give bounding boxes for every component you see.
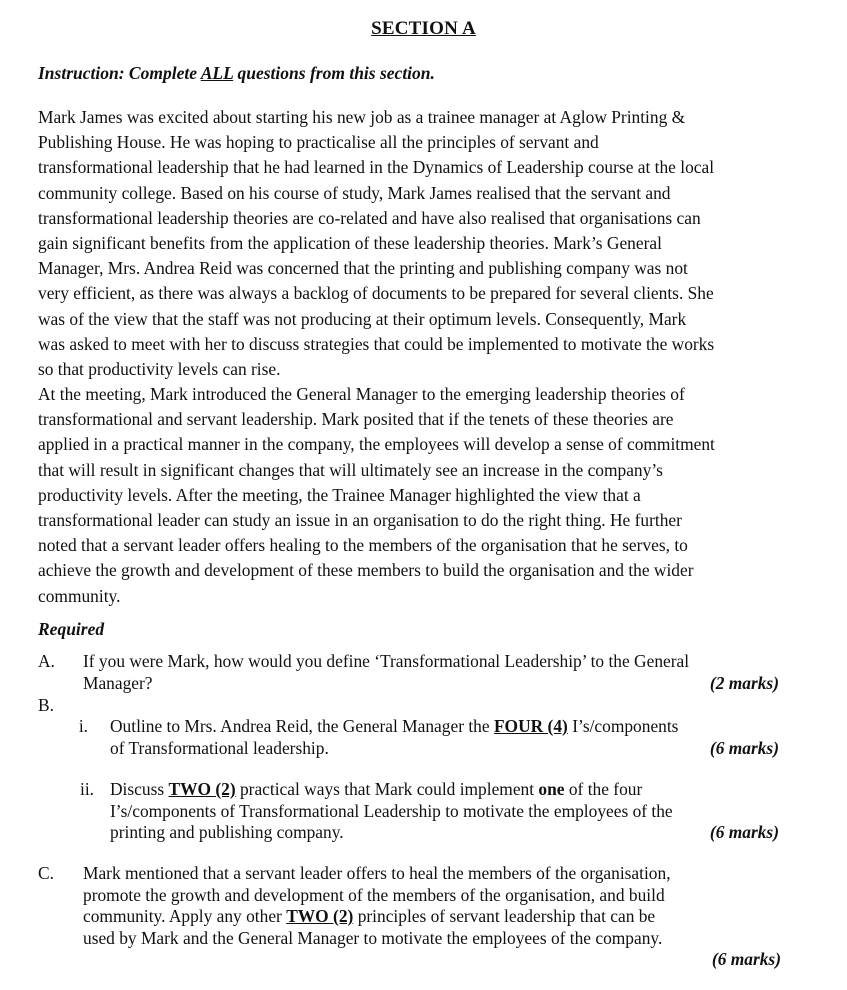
question-b-i-line1-pre: Outline to Mrs. Andrea Reid, the General Manager the xyxy=(110,716,494,736)
question-c-marks-line xyxy=(83,949,781,971)
question-a-line1: If you were Mark, how would you define ‘Transformational Leadership’ to the General xyxy=(83,651,690,671)
question-b-i xyxy=(110,716,779,759)
question-b-i-numeral: i. xyxy=(78,716,88,736)
question-b-ii-line3-text: printing and publishing company. xyxy=(110,822,344,842)
question-b-ii-emphasis: TWO (2) xyxy=(168,779,236,799)
passage-line: transformational leader can study an issue in an organisation to do the right thing. He further xyxy=(38,510,682,530)
passage-line: At the meeting, Mark introduced the General Manager to the emerging leadership theories of xyxy=(38,384,685,405)
question-b-ii-line1 xyxy=(110,779,779,801)
passage-line: transformational and servant leadership. Mark posited that if the tenets of these theories are xyxy=(38,409,674,430)
question-b-ii-line1-mid: practical ways that Mark could implement xyxy=(235,779,539,799)
question-b-letter: B. xyxy=(38,695,54,715)
question-b-i-line2-text: of Transformational leadership. xyxy=(110,737,329,758)
question-a xyxy=(83,651,779,694)
question-c-letter: C. xyxy=(38,863,54,883)
passage-line: gain significant benefits from the application of these leadership theories. Mark’s General xyxy=(38,232,662,253)
required-heading: Required xyxy=(38,619,105,639)
passage-line: was asked to meet with her to discuss strategies that could be implemented to motivate the works xyxy=(38,333,715,354)
instruction-suffix: questions from this section. xyxy=(233,63,435,83)
question-a-marks: (2 marks) xyxy=(709,672,779,693)
question-a-line2-text: Manager? xyxy=(83,672,153,693)
question-b-i-marks: (6 marks) xyxy=(709,737,779,758)
passage-line: so that productivity levels can rise. xyxy=(38,358,281,379)
passage-line: achieve the growth and development of these members to build the organisation and the wider xyxy=(38,560,694,581)
question-b-ii-bold-one: one xyxy=(538,779,565,799)
question-c xyxy=(83,863,781,971)
instruction xyxy=(38,63,435,84)
question-c-line3-post: principles of servant leadership that can be xyxy=(353,906,656,926)
passage-line: transformational leadership theories are co-related and have also realised that organisations can xyxy=(38,207,701,228)
question-c-emphasis: TWO (2) xyxy=(286,906,354,926)
section-title: SECTION A xyxy=(371,18,476,39)
question-b-ii-line1-post: of the four xyxy=(564,779,643,799)
passage-line: Mark James was excited about starting his new job as a trainee manager at Aglow Printing & xyxy=(38,107,686,127)
passage-line: very efficient, as there was always a backlog of documents to be prepared for several clients. She xyxy=(38,283,714,304)
question-c-marks: (6 marks) xyxy=(711,949,781,969)
passage-line: transformational leadership that he had learned in the Dynamics of Leadership course at the local xyxy=(38,157,715,178)
question-c-line2: promote the growth and development of the members of the organisation, and build xyxy=(83,884,665,905)
case-passage xyxy=(38,105,798,609)
instruction-prefix: Instruction: Complete xyxy=(38,63,201,83)
question-b-i-line2 xyxy=(110,738,779,760)
question-b-ii-line3 xyxy=(110,822,779,844)
passage-line: community college. Based on his course of study, Mark James realised that the servant and xyxy=(38,182,671,203)
passage-line: was of the view that the staff was not producing at their optimum levels. Consequently, Mark xyxy=(38,308,687,329)
question-b-ii-line1-pre: Discuss xyxy=(110,779,169,799)
question-c-line3 xyxy=(83,906,781,928)
question-c-line3-pre: community. Apply any other xyxy=(83,906,287,926)
passage-line: applied in a practical manner in the company, the employees will develop a sense of commitment xyxy=(38,434,715,455)
passage-line: community. xyxy=(38,585,121,606)
question-b-ii-line2: I’s/components of Transformational Leadership to motivate the employees of the xyxy=(110,800,673,821)
question-c-line1: Mark mentioned that a servant leader offers to heal the members of the organisation, xyxy=(83,863,671,883)
question-b-ii xyxy=(110,779,779,844)
question-b-ii-numeral: ii. xyxy=(79,779,94,799)
instruction-emphasis: ALL xyxy=(200,63,234,83)
passage-line: noted that a servant leader offers healing to the members of the organisation that he serves, to xyxy=(38,535,688,556)
passage-line: Publishing House. He was hoping to practicalise all the principles of servant and xyxy=(38,132,599,153)
question-a-line2 xyxy=(83,673,779,695)
question-b-i-line1-post: I’s/components xyxy=(567,716,679,736)
question-b-i-emphasis: FOUR (4) xyxy=(493,716,568,736)
question-a-letter: A. xyxy=(38,651,55,671)
passage-line: productivity levels. After the meeting, the Trainee Manager highlighted the view that a xyxy=(38,484,641,505)
passage-line: that will result in significant changes that will ultimately see an increase in the company’s xyxy=(38,459,663,480)
question-b-i-line1 xyxy=(110,716,779,738)
question-c-line4: used by Mark and the General Manager to motivate the employees of the company. xyxy=(83,927,663,948)
question-b-ii-marks: (6 marks) xyxy=(709,822,779,842)
passage-line: Manager, Mrs. Andrea Reid was concerned that the printing and publishing company was not xyxy=(38,258,688,279)
